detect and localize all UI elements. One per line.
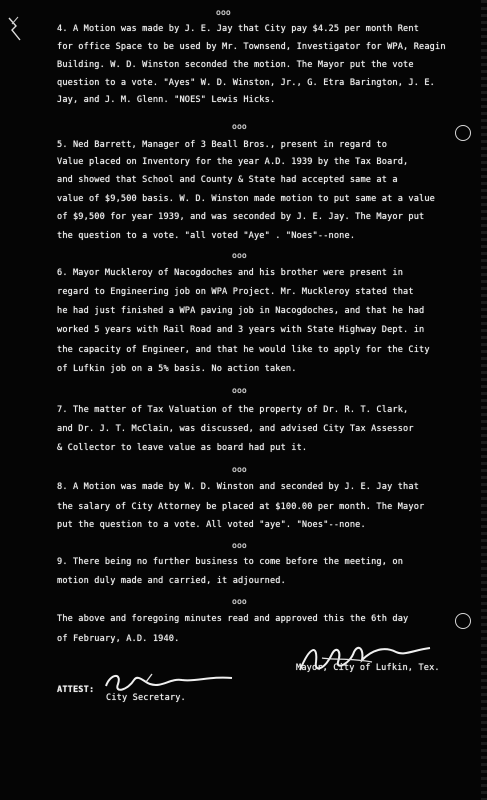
separator-mark: ooo [216, 8, 231, 17]
minutes-line: worked 5 years with Rail Road and 3 years with State Highway Dept. in [57, 325, 425, 335]
separator-mark: ooo [232, 122, 247, 131]
minutes-line: he had just finished a WPA paving job in Nacogdoches, and that he had [57, 306, 425, 316]
minutes-line: and Dr. J. T. McClain, was discussed, and advised City Tax Assessor [57, 424, 414, 434]
punch-hole-bottom [455, 613, 471, 629]
minutes-line: Jay, and J. M. Glenn. "NOES" Lewis Hicks. [57, 95, 276, 105]
separator-mark: ooo [232, 386, 247, 395]
minutes-line: of Lufkin job on a 5% basis. No action taken. [57, 364, 297, 374]
minutes-line: put the question to a vote. All voted "aye". "Noes"--none. [57, 520, 366, 530]
minutes-line: & Collector to leave value as board had put it. [57, 443, 308, 453]
minutes-line: 8. A Motion was made by W. D. Winston and seconded by J. E. Jay that [57, 482, 420, 492]
minutes-line: the salary of City Attorney be placed at $100.00 per month. The Mayor [57, 502, 425, 512]
separator-mark: ooo [232, 597, 247, 606]
punch-hole-top [455, 125, 471, 141]
minutes-line: of February, A.D. 1940. [57, 634, 180, 644]
mayor-signature [292, 640, 442, 680]
scan-edge [481, 0, 487, 800]
separator-mark: ooo [232, 251, 247, 260]
minutes-line: of $9,500 for year 1939, and was seconded by J. E. Jay. The Mayor put [57, 212, 425, 222]
corner-mark-icon [6, 14, 26, 44]
minutes-line: regard to Engineering job on WPA Project. Mr. Muckleroy stated that [57, 287, 414, 297]
minutes-line: motion duly made and carried, it adjourned. [57, 576, 286, 586]
minutes-line: 6. Mayor Muckleroy of Nacogdoches and his brother were present in [57, 268, 404, 278]
separator-mark: ooo [232, 465, 247, 474]
minutes-line: 9. There being no further business to come before the meeting, on [57, 557, 404, 567]
minutes-line: 5. Ned Barrett, Manager of 3 Beall Bros., present in regard to [57, 140, 388, 150]
separator-mark: ooo [232, 541, 247, 550]
minutes-line: the question to a vote. "all voted "Aye" . "Noes"--none. [57, 231, 356, 241]
minutes-line: value of $9,500 basis. W. D. Winston made motion to put same at a value [57, 194, 435, 204]
minutes-line: the capacity of Engineer, and that he would like to apply for the City [57, 345, 430, 355]
minutes-line: 7. The matter of Tax Valuation of the property of Dr. R. T. Clark, [57, 405, 409, 415]
secretary-caption: City Secretary. [106, 693, 186, 703]
minutes-line: Value placed on Inventory for the year A.D. 1939 by the Tax Board, [57, 157, 409, 167]
attest-label: ATTEST: [57, 685, 95, 695]
minutes-line: and showed that School and County & State had accepted same at a [57, 175, 398, 185]
mayor-caption: Mayor, City of Lufkin, Tex. [296, 663, 440, 673]
minutes-line: for office Space to be used by Mr. Townsend, Investigator for WPA, Reagin [57, 42, 446, 52]
minutes-line: The above and foregoing minutes read and approved this the 6th day [57, 614, 409, 624]
minutes-line: question to a vote. "Ayes" W. D. Winston, Jr., G. Etra Barington, J. E. [57, 78, 435, 88]
minutes-line: 4. A Motion was made by J. E. Jay that City pay $4.25 per month Rent [57, 24, 420, 34]
minutes-line: Building. W. D. Winston seconded the motion. The Mayor put the vote [57, 60, 414, 70]
